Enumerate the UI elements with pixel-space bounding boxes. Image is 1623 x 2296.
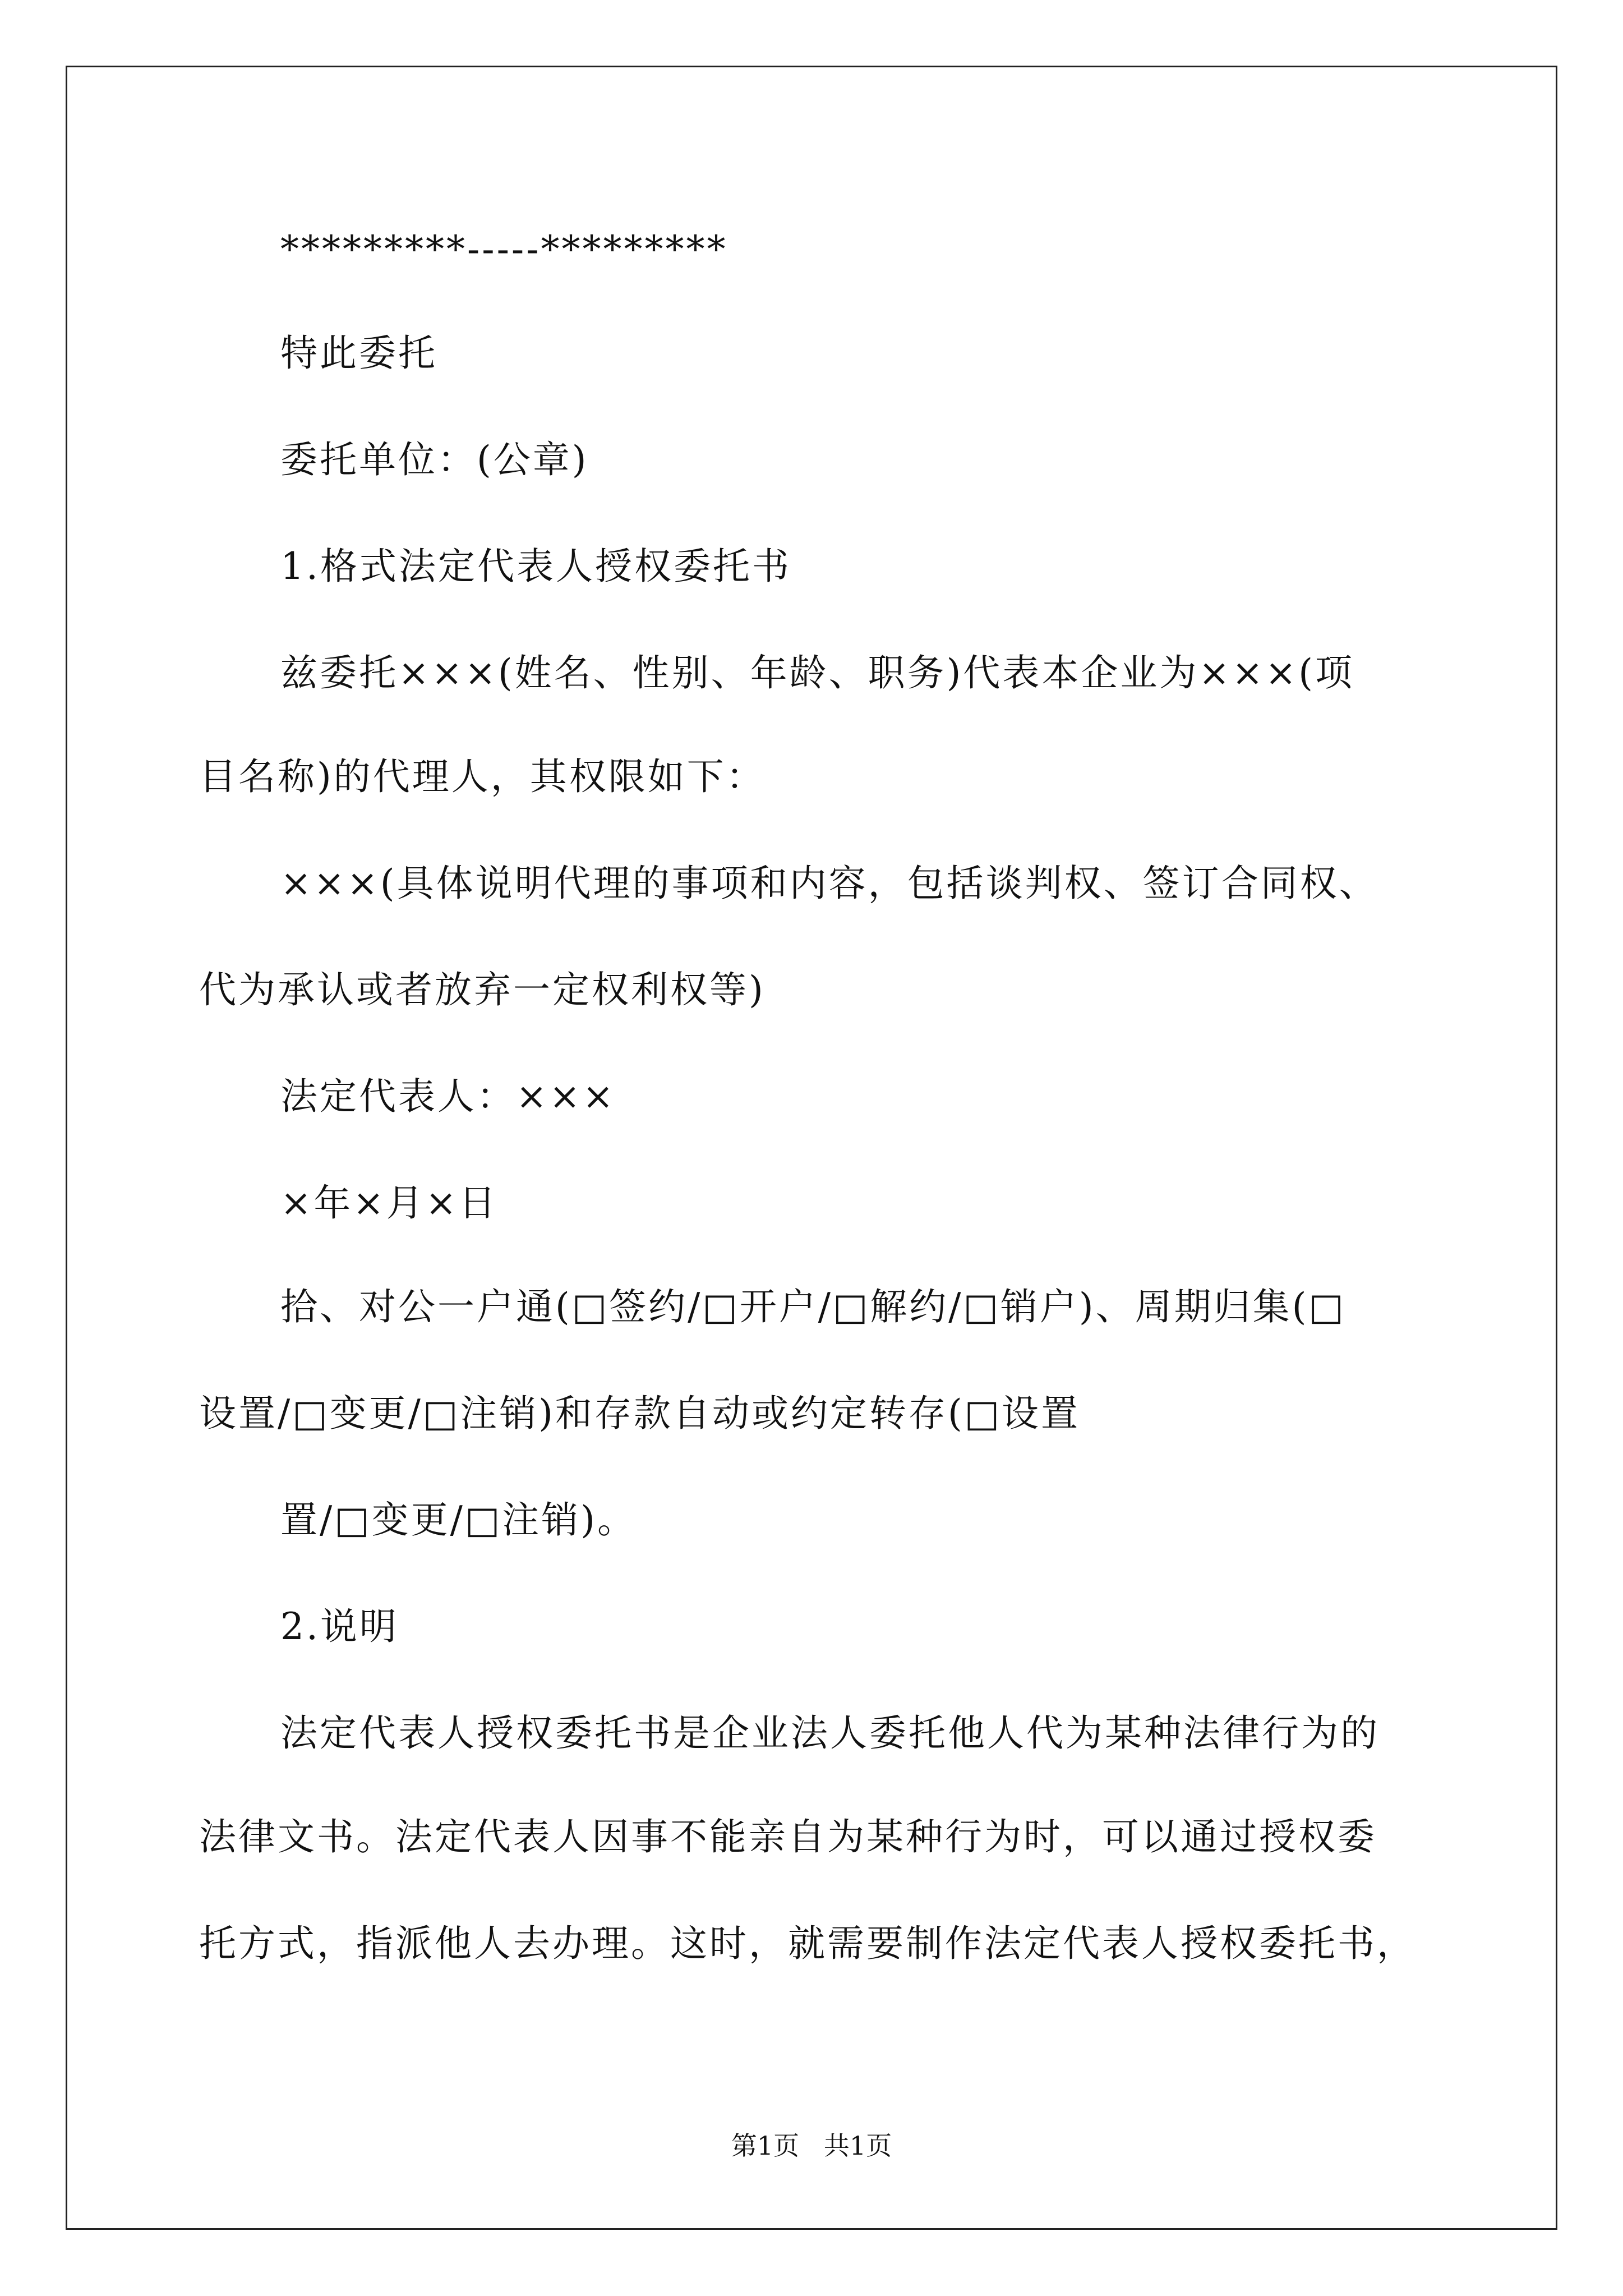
body-paragraph: 法律文书。法定代表人因事不能亲自为某种行为时，可以通过授权委 [199, 1815, 1377, 1858]
page-border [66, 66, 1557, 2230]
section-heading-1: 1.格式法定代表人授权委托书 [280, 545, 791, 588]
legal-representative: 法定代表人：××× [280, 1075, 616, 1118]
date-line: ×年×月×日 [280, 1181, 498, 1225]
body-paragraph: 托方式，指派他人去办理。这时，就需要制作法定代表人授权委托书， [199, 1922, 1416, 1965]
separator-line: *********-----********* [280, 228, 728, 271]
body-paragraph: 目名称)的代理人，其权限如下： [199, 755, 766, 798]
body-paragraph: 置/□变更/□注销)。 [280, 1498, 637, 1542]
body-paragraph: ×××(具体说明代理的事项和内容，包括谈判权、签订合同权、 [280, 862, 1378, 905]
closing-phrase: 特此委托 [280, 332, 437, 375]
body-paragraph: 兹委托×××(姓名、性别、年龄、职务)代表本企业为×××(项 [280, 651, 1355, 694]
body-paragraph: 设置/□变更/□注销)和存款自动或约定转存(□设置 [199, 1392, 1081, 1435]
page-footer: 第1页 共1页 [731, 2131, 892, 2161]
body-paragraph: 拾、对公一户通(□签约/□开户/□解约/□销户)、周期归集(□ [280, 1285, 1346, 1328]
section-heading-2: 2.说明 [280, 1605, 399, 1648]
body-paragraph: 法定代表人授权委托书是企业法人委托他人代为某种法律行为的 [280, 1711, 1380, 1755]
entrusting-unit: 委托单位：(公章) [280, 438, 589, 481]
body-paragraph: 代为承认或者放弃一定权利权等) [199, 968, 766, 1011]
